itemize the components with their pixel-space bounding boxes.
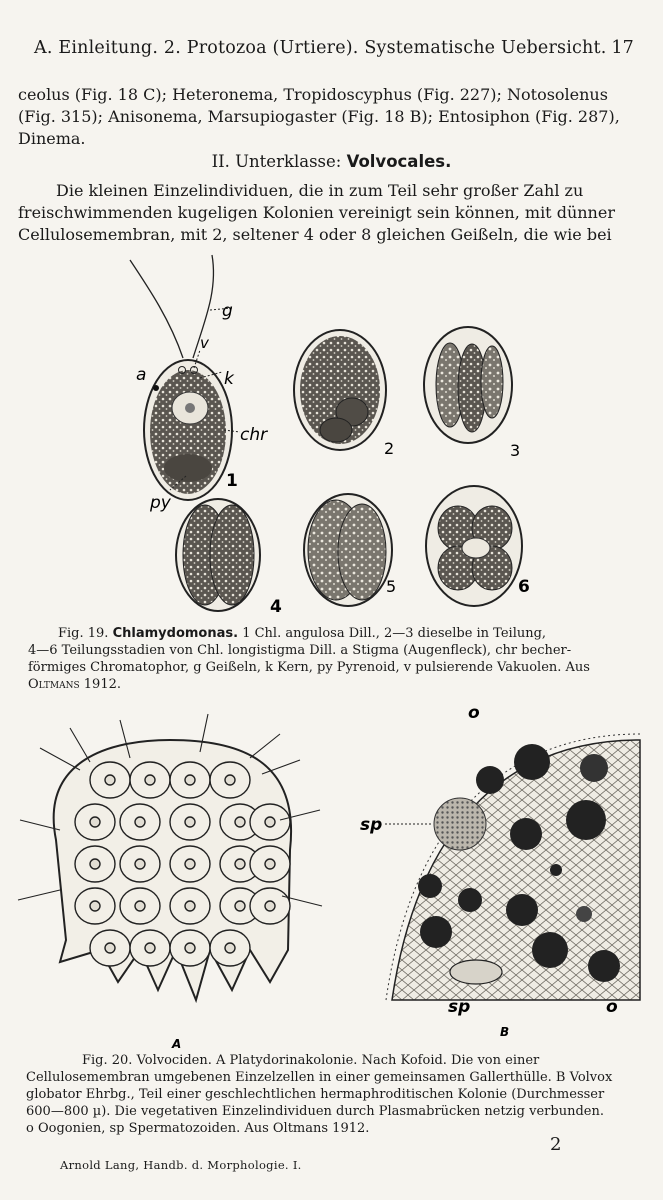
figure-20-caption	[26, 1052, 640, 1137]
figure-19-illustration	[0, 250, 663, 620]
body-line: freischwimmenden kugeligen Kolonien vereinigt sein können, mit dünner	[18, 203, 615, 222]
volvox-colony	[386, 734, 640, 1000]
label-num-1: 1	[226, 471, 238, 491]
platydorina-nucleus	[225, 775, 235, 785]
chlamydomonas-cell-4	[176, 499, 260, 611]
platydorina-nucleus	[135, 901, 145, 911]
platydorina-nucleus	[235, 817, 245, 827]
label-v: v	[200, 334, 209, 352]
label-B: B	[500, 1025, 510, 1039]
label-g: g	[222, 301, 233, 321]
platydorina-nucleus	[135, 859, 145, 869]
chlamydomonas-cell-6	[426, 486, 522, 606]
label-num-4: 4	[270, 597, 282, 617]
label-A: A	[172, 1037, 182, 1050]
chlamydomonas-cell-5	[304, 494, 392, 606]
chlamydomonas-cell-2	[294, 330, 386, 450]
figure-19-caption	[28, 625, 640, 693]
fig20-caption-line: o Oogonien, sp Spermatozoiden. Aus Oltmans 1912.	[26, 1121, 370, 1136]
fig20-caption-line: 600—800 µ). Die vegetativen Einzelindividuen durch Plasmabrücken netzig verbunden.	[26, 1104, 604, 1119]
running-header	[34, 38, 634, 58]
platydorina-nucleus	[185, 859, 195, 869]
platydorina-nucleus	[105, 943, 115, 953]
intro-line: (Fig. 315); Anisonema, Marsupiogaster (Fig. 18 B); Entosiphon (Fig. 287),	[18, 107, 620, 126]
platydorina-nucleus	[185, 817, 195, 827]
platydorina-nucleus	[90, 859, 100, 869]
platydorina-nucleus	[235, 859, 245, 869]
running-title: A. Einleitung. 2. Protozoa (Urtiere). Systematische Uebersicht.	[34, 38, 607, 58]
platydorina-nucleus	[265, 901, 275, 911]
label-sp-bottom: sp	[448, 997, 471, 1017]
body-paragraph	[18, 180, 628, 246]
signature-mark: 2	[550, 1134, 562, 1155]
label-num-2: 2	[384, 439, 395, 458]
label-py: py	[150, 493, 171, 513]
fig19-caption-line: 4—6 Teilungsstadien von Chl. longistigma Dill. a Stigma (Augenfleck), chr becher-	[28, 643, 572, 658]
label-a: a	[136, 365, 147, 385]
label-o-top: o	[468, 703, 480, 723]
label-chr: chr	[240, 425, 268, 445]
platydorina-nucleus	[235, 901, 245, 911]
subclass-prefix: II. Unterklasse:	[211, 152, 342, 171]
intro-line: ceolus (Fig. 18 C); Heteronema, Tropidoscyphus (Fig. 227); Notosolenus	[18, 85, 608, 104]
platydorina-nucleus	[265, 817, 275, 827]
platydorina-nucleus	[105, 775, 115, 785]
label-k: k	[224, 369, 234, 389]
platydorina-nucleus	[265, 859, 275, 869]
imprint-line: Arnold Lang, Handb. d. Morphologie. I.	[60, 1158, 302, 1172]
fig20-caption-line: Cellulosemembran umgebenen Einzelzellen in einer gemeinsamen Gallerthülle. B Volvox	[26, 1070, 613, 1085]
label-o-bottom: o	[606, 997, 618, 1017]
platydorina-nucleus	[225, 943, 235, 953]
page-number: 17	[611, 38, 634, 58]
platydorina-nucleus	[90, 817, 100, 827]
fig19-caption-line: Oltmans 1912.	[28, 677, 122, 692]
chlamydomonas-cell-3	[424, 327, 512, 443]
platydorina-nucleus	[185, 901, 195, 911]
figure-20-illustration	[0, 700, 663, 1050]
platydorina-nucleus	[135, 817, 145, 827]
intro-line: Dinema.	[18, 129, 86, 148]
platydorina-colony	[18, 714, 322, 1000]
fig19-number: Fig. 19.	[58, 626, 109, 641]
fig19-caption-line: förmiges Chromatophor, g Geißeln, k Kern, py Pyrenoid, v pulsierende Vakuolen. Aus	[28, 660, 590, 675]
label-num-6: 6	[518, 577, 530, 597]
fig20-caption-line: globator Ehrbg., Teil einer geschlechtlichen hermaphroditischen Kolonie (Durchmesser	[26, 1087, 605, 1102]
platydorina-nucleus	[185, 943, 195, 953]
platydorina-nucleus	[145, 775, 155, 785]
label-sp-left: sp	[360, 815, 383, 835]
subclass-name: Volvocales.	[346, 152, 452, 171]
fig19-title: Chlamydomonas.	[112, 626, 239, 641]
fig19-caption-line: 1 Chl. angulosa Dill., 2—3 dieselbe in Teilung,	[242, 626, 547, 641]
label-num-3: 3	[510, 441, 521, 460]
body-line: Die kleinen Einzelindividuen, die in zum Teil sehr großer Zahl zu	[56, 181, 584, 200]
body-line: Cellulosemembran, mit 2, seltener 4 oder 8 gleichen Geißeln, die wie bei	[18, 225, 612, 244]
label-num-5: 5	[386, 577, 397, 596]
intro-paragraph	[18, 84, 628, 150]
fig20-caption-line: Fig. 20. Volvociden. A Platydorinakolonie. Nach Kofoid. Die von einer	[82, 1053, 540, 1068]
platydorina-nucleus	[145, 943, 155, 953]
subclass-heading	[0, 152, 663, 171]
platydorina-nucleus	[185, 775, 195, 785]
platydorina-nucleus	[90, 901, 100, 911]
